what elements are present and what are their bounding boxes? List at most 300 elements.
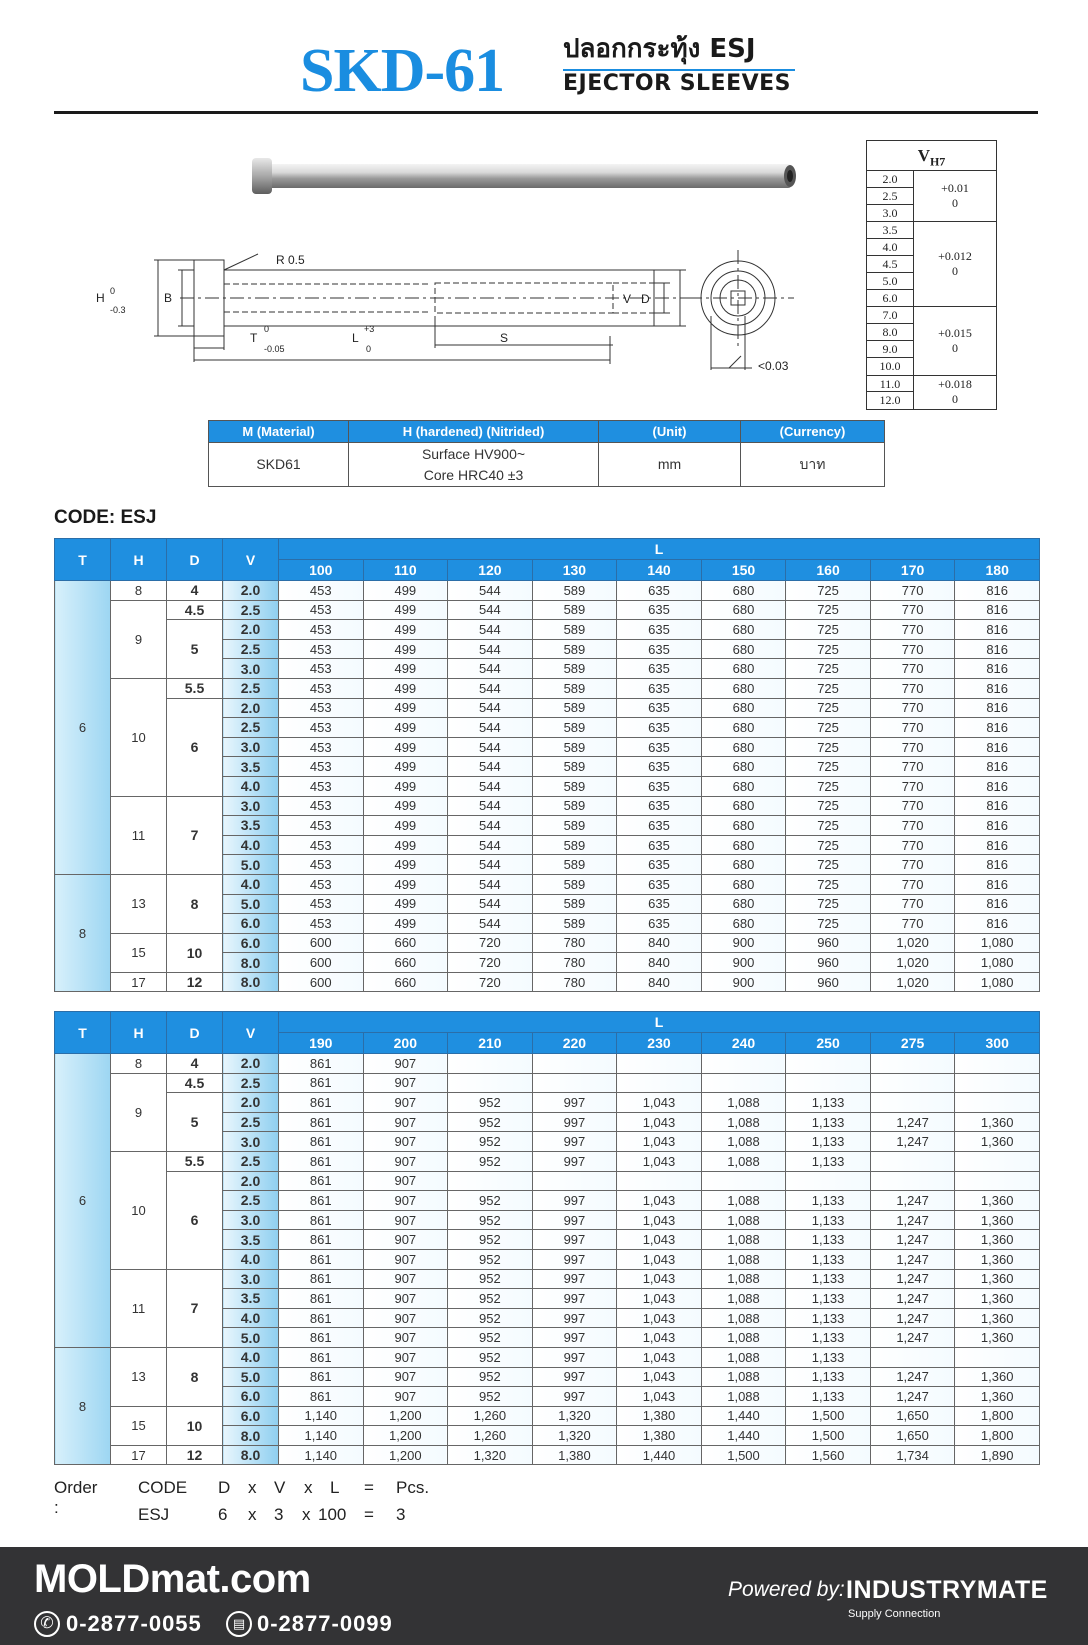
price-cell: 907 <box>363 1308 448 1328</box>
price-cell: 1,650 <box>870 1426 955 1446</box>
price-cell: 907 <box>363 1367 448 1387</box>
v-cell: 4.0 <box>223 1308 279 1328</box>
price-cell: 816 <box>955 796 1040 816</box>
vh7-value: 2.0 <box>867 171 913 188</box>
h-cell: 15 <box>111 1406 167 1445</box>
price-cell: 1,043 <box>617 1132 702 1152</box>
price-cell: 997 <box>532 1347 617 1367</box>
price-cell: 1,133 <box>786 1210 871 1230</box>
price-cell: 1,320 <box>532 1406 617 1426</box>
vh7-tolerance: +0.01 0 <box>941 181 969 211</box>
table-row <box>55 1073 1040 1093</box>
table-row <box>55 933 1040 953</box>
price-cell <box>870 1073 955 1093</box>
d-col-header: D <box>167 539 223 581</box>
table-row <box>55 620 1040 640</box>
price-cell: 861 <box>279 1289 364 1309</box>
ejector-sleeve-drawing <box>90 150 850 410</box>
price-cell: 907 <box>363 1269 448 1289</box>
d-col-header: D <box>167 1012 223 1054</box>
price-cell: 1,247 <box>870 1210 955 1230</box>
h-col-header: H <box>111 539 167 581</box>
price-cell: 680 <box>701 678 786 698</box>
vh7-value: 4.0 <box>867 239 913 256</box>
price-cell: 1,133 <box>786 1191 871 1211</box>
radius-label: R 0.5 <box>276 253 305 267</box>
price-cell: 770 <box>870 757 955 777</box>
price-cell <box>701 1073 786 1093</box>
d-cell: 5.5 <box>167 1151 223 1171</box>
price-cell: 770 <box>870 737 955 757</box>
vh7-value: 4.5 <box>867 256 913 273</box>
price-cell: 453 <box>279 835 364 855</box>
price-cell: 453 <box>279 600 364 620</box>
v-cell: 8.0 <box>223 1445 279 1465</box>
vh7-value: 12.0 <box>879 393 901 408</box>
price-cell: 725 <box>786 718 871 738</box>
price-cell: 635 <box>617 581 702 601</box>
l-col-header: L <box>279 539 1040 560</box>
price-cell: 770 <box>870 718 955 738</box>
price-cell: 1,133 <box>786 1328 871 1348</box>
price-cell: 680 <box>701 855 786 875</box>
price-cell: 861 <box>279 1132 364 1152</box>
price-cell: 997 <box>532 1308 617 1328</box>
table-row <box>55 1151 1040 1171</box>
price-cell <box>955 1073 1040 1093</box>
h-tol-top: 0 <box>110 286 116 296</box>
price-cell: 840 <box>617 953 702 973</box>
d-cell: 5 <box>167 1093 223 1152</box>
price-cell: 453 <box>279 581 364 601</box>
length-header: 240 <box>701 1033 786 1054</box>
price-cell: 952 <box>448 1191 533 1211</box>
table-row <box>55 1269 1040 1289</box>
price-cell: 1,200 <box>363 1406 448 1426</box>
price-cell <box>955 1347 1040 1367</box>
length-header: 120 <box>448 560 533 581</box>
price-cell: 900 <box>701 933 786 953</box>
price-cell: 680 <box>701 874 786 894</box>
price-cell: 1,440 <box>701 1426 786 1446</box>
price-cell: 499 <box>363 914 448 934</box>
product-title-english: EJECTOR SLEEVES <box>563 71 792 96</box>
vh7-group <box>867 171 996 222</box>
price-cell: 861 <box>279 1093 364 1113</box>
price-cell <box>701 1054 786 1074</box>
price-cell: 725 <box>786 874 871 894</box>
price-cell: 952 <box>448 1093 533 1113</box>
price-cell: 952 <box>448 1210 533 1230</box>
price-cell: 1,247 <box>870 1191 955 1211</box>
price-cell: 997 <box>532 1151 617 1171</box>
price-cell: 725 <box>786 776 871 796</box>
price-cell: 770 <box>870 914 955 934</box>
l-tol-bot: 0 <box>366 344 372 354</box>
length-header: 130 <box>532 560 617 581</box>
price-cell: 725 <box>786 816 871 836</box>
v-cell: 5.0 <box>223 1367 279 1387</box>
price-cell: 544 <box>448 757 533 777</box>
price-cell: 660 <box>363 953 448 973</box>
price-cell: 589 <box>532 581 617 601</box>
order-eq1: = <box>364 1478 374 1497</box>
price-cell: 1,043 <box>617 1112 702 1132</box>
b-dim-label: B <box>164 291 173 305</box>
price-cell: 1,133 <box>786 1347 871 1367</box>
price-cell: 1,360 <box>955 1210 1040 1230</box>
material-value: SKD61 <box>209 443 349 487</box>
v-cell: 2.0 <box>223 1054 279 1074</box>
price-cell: 907 <box>363 1132 448 1152</box>
order-x3: x <box>248 1505 257 1524</box>
table-row <box>55 678 1040 698</box>
price-cell: 907 <box>363 1073 448 1093</box>
price-cell: 900 <box>701 972 786 992</box>
price-cell: 1,133 <box>786 1112 871 1132</box>
price-cell: 770 <box>870 796 955 816</box>
length-header: 230 <box>617 1033 702 1054</box>
price-cell: 861 <box>279 1210 364 1230</box>
h-cell: 17 <box>111 1445 167 1465</box>
price-cell: 952 <box>448 1347 533 1367</box>
price-cell: 816 <box>955 639 1040 659</box>
price-cell: 1,088 <box>701 1347 786 1367</box>
price-cell <box>532 1171 617 1191</box>
price-cell: 1,020 <box>870 953 955 973</box>
d-cell: 4 <box>167 1054 223 1074</box>
v-cell: 8.0 <box>223 953 279 973</box>
price-cell: 997 <box>532 1328 617 1348</box>
price-cell: 680 <box>701 914 786 934</box>
price-cell: 861 <box>279 1269 364 1289</box>
vh7-value: 6.0 <box>882 290 898 305</box>
price-cell: 680 <box>701 776 786 796</box>
price-cell <box>955 1054 1040 1074</box>
price-cell: 1,088 <box>701 1151 786 1171</box>
h-cell: 13 <box>111 1347 167 1406</box>
price-cell: 816 <box>955 914 1040 934</box>
price-cell: 861 <box>279 1387 364 1407</box>
price-cell: 635 <box>617 659 702 679</box>
price-cell: 770 <box>870 659 955 679</box>
price-cell: 907 <box>363 1387 448 1407</box>
price-cell: 952 <box>448 1132 533 1152</box>
price-cell: 453 <box>279 698 364 718</box>
price-cell: 907 <box>363 1347 448 1367</box>
price-cell: 499 <box>363 796 448 816</box>
price-cell: 589 <box>532 639 617 659</box>
t-cell: 6 <box>55 581 111 875</box>
price-cell: 770 <box>870 776 955 796</box>
v-col-header: V <box>223 1012 279 1054</box>
d-cell: 6 <box>167 698 223 796</box>
h-dim-label: H <box>96 291 105 305</box>
price-cell: 907 <box>363 1191 448 1211</box>
price-cell: 680 <box>701 620 786 640</box>
price-cell: 680 <box>701 659 786 679</box>
v-cell: 2.5 <box>223 639 279 659</box>
price-cell: 1,043 <box>617 1249 702 1269</box>
t-cell: 6 <box>55 1054 111 1348</box>
order-l-header: L <box>330 1478 340 1497</box>
l-tol-top: +3 <box>364 324 375 334</box>
h-cell: 10 <box>111 678 167 796</box>
price-cell: 1,088 <box>701 1387 786 1407</box>
price-cell: 1,088 <box>701 1308 786 1328</box>
price-cell: 1,200 <box>363 1426 448 1446</box>
price-cell: 725 <box>786 835 871 855</box>
price-cell: 680 <box>701 757 786 777</box>
unit-col-header: (Unit) <box>599 421 741 443</box>
price-cell: 499 <box>363 757 448 777</box>
price-cell: 635 <box>617 639 702 659</box>
price-cell: 1,088 <box>701 1112 786 1132</box>
price-cell: 1,440 <box>701 1406 786 1426</box>
material-col-header: M (Material) <box>209 421 349 443</box>
price-cell: 997 <box>532 1210 617 1230</box>
t-tol-top: 0 <box>264 324 270 334</box>
price-cell: 1,360 <box>955 1132 1040 1152</box>
price-cell: 499 <box>363 600 448 620</box>
h-cell: 17 <box>111 972 167 992</box>
price-cell: 499 <box>363 894 448 914</box>
price-cell: 770 <box>870 600 955 620</box>
table-row <box>55 600 1040 620</box>
price-cell: 997 <box>532 1367 617 1387</box>
price-cell: 499 <box>363 659 448 679</box>
price-cell: 770 <box>870 620 955 640</box>
price-cell: 680 <box>701 894 786 914</box>
price-cell: 816 <box>955 600 1040 620</box>
price-cell <box>870 1054 955 1074</box>
concentricity-label: <0.03 <box>758 359 789 373</box>
price-cell: 544 <box>448 796 533 816</box>
price-cell: 453 <box>279 659 364 679</box>
price-cell: 1,088 <box>701 1230 786 1250</box>
price-cell: 635 <box>617 874 702 894</box>
t-cell: 8 <box>55 874 111 992</box>
price-cell: 952 <box>448 1269 533 1289</box>
price-cell: 1,133 <box>786 1151 871 1171</box>
price-cell: 660 <box>363 933 448 953</box>
vh7-tolerance: +0.018 0 <box>938 377 972 407</box>
price-cell: 453 <box>279 718 364 738</box>
price-cell: 770 <box>870 835 955 855</box>
h-cell: 9 <box>111 1073 167 1151</box>
price-cell: 635 <box>617 678 702 698</box>
price-cell: 499 <box>363 835 448 855</box>
price-cell: 816 <box>955 718 1040 738</box>
price-cell: 725 <box>786 639 871 659</box>
fax-icon: ▤ <box>226 1611 252 1637</box>
price-cell: 816 <box>955 659 1040 679</box>
d-cell: 7 <box>167 1269 223 1347</box>
brand-link[interactable]: MOLDmat.com <box>34 1557 311 1601</box>
price-cell: 907 <box>363 1328 448 1348</box>
vh7-body <box>867 171 996 409</box>
price-cell: 861 <box>279 1151 364 1171</box>
price-cell: 952 <box>448 1308 533 1328</box>
t-dim-label: T <box>250 331 258 345</box>
price-cell: 816 <box>955 698 1040 718</box>
price-cell: 1,133 <box>786 1132 871 1152</box>
price-cell: 952 <box>448 1328 533 1348</box>
length-header: 300 <box>955 1033 1040 1054</box>
price-cell: 816 <box>955 894 1040 914</box>
price-cell: 997 <box>532 1230 617 1250</box>
price-cell: 1,560 <box>786 1445 871 1465</box>
price-cell: 544 <box>448 678 533 698</box>
price-cell: 861 <box>279 1112 364 1132</box>
price-cell: 1,260 <box>448 1406 533 1426</box>
price-cell: 720 <box>448 933 533 953</box>
phone-number[interactable]: 0-2877-0055 <box>66 1611 202 1636</box>
price-cell: 453 <box>279 855 364 875</box>
price-cell: 453 <box>279 757 364 777</box>
price-cell: 453 <box>279 816 364 836</box>
price-cell: 1,800 <box>955 1426 1040 1446</box>
price-cell: 544 <box>448 835 533 855</box>
v-cell: 8.0 <box>223 972 279 992</box>
h-col-header: H <box>111 1012 167 1054</box>
t-cell: 8 <box>55 1347 111 1465</box>
price-cell: 907 <box>363 1289 448 1309</box>
price-cell <box>617 1054 702 1074</box>
price-cell: 861 <box>279 1347 364 1367</box>
v-cell: 3.5 <box>223 1230 279 1250</box>
price-cell: 952 <box>448 1387 533 1407</box>
hardness-col-header: H (hardened) (Nitrided) <box>349 421 599 443</box>
currency-value: บาท <box>741 443 885 487</box>
price-cell: 544 <box>448 816 533 836</box>
length-header: 170 <box>870 560 955 581</box>
price-cell: 907 <box>363 1093 448 1113</box>
price-cell: 861 <box>279 1328 364 1348</box>
price-cell: 1,320 <box>532 1426 617 1446</box>
price-cell: 1,088 <box>701 1328 786 1348</box>
price-cell: 1,360 <box>955 1249 1040 1269</box>
order-x1: x <box>248 1478 257 1497</box>
price-cell: 840 <box>617 933 702 953</box>
price-cell: 1,247 <box>870 1230 955 1250</box>
price-cell: 816 <box>955 581 1040 601</box>
price-cell: 1,247 <box>870 1249 955 1269</box>
fax-number: 0-2877-0099 <box>257 1611 393 1636</box>
table-row <box>55 1347 1040 1367</box>
price-cell: 780 <box>532 972 617 992</box>
v-cell: 3.5 <box>223 757 279 777</box>
price-cell: 1,133 <box>786 1289 871 1309</box>
price-cell <box>448 1073 533 1093</box>
price-cell: 544 <box>448 855 533 875</box>
table-row <box>55 1093 1040 1113</box>
price-cell: 453 <box>279 678 364 698</box>
length-header: 180 <box>955 560 1040 581</box>
price-cell: 952 <box>448 1249 533 1269</box>
price-cell: 1,020 <box>870 933 955 953</box>
price-cell: 861 <box>279 1171 364 1191</box>
price-cell: 1,247 <box>870 1269 955 1289</box>
length-header: 190 <box>279 1033 364 1054</box>
price-cell: 589 <box>532 620 617 640</box>
price-cell: 1,043 <box>617 1230 702 1250</box>
v-cell: 4.0 <box>223 776 279 796</box>
price-cell: 770 <box>870 698 955 718</box>
price-cell: 544 <box>448 894 533 914</box>
price-cell: 1,080 <box>955 972 1040 992</box>
price-cell: 1,247 <box>870 1289 955 1309</box>
price-cell: 1,140 <box>279 1406 364 1426</box>
table-row <box>55 1445 1040 1465</box>
price-cell: 1,734 <box>870 1445 955 1465</box>
price-cell: 600 <box>279 953 364 973</box>
price-cell <box>448 1054 533 1074</box>
price-cell: 544 <box>448 874 533 894</box>
price-cell: 453 <box>279 737 364 757</box>
price-cell: 1,440 <box>617 1445 702 1465</box>
price-cell: 997 <box>532 1289 617 1309</box>
price-cell: 907 <box>363 1249 448 1269</box>
length-header: 275 <box>870 1033 955 1054</box>
price-cell: 499 <box>363 874 448 894</box>
price-cell: 725 <box>786 581 871 601</box>
price-cell: 1,020 <box>870 972 955 992</box>
price-cell: 589 <box>532 894 617 914</box>
price-cell: 635 <box>617 620 702 640</box>
v-cell: 2.5 <box>223 1073 279 1093</box>
price-cell: 1,500 <box>786 1426 871 1446</box>
price-cell: 1,360 <box>955 1269 1040 1289</box>
v-cell: 2.5 <box>223 1112 279 1132</box>
price-cell: 1,320 <box>448 1445 533 1465</box>
price-cell: 544 <box>448 914 533 934</box>
table-row <box>55 581 1040 601</box>
price-cell: 952 <box>448 1367 533 1387</box>
price-cell: 453 <box>279 620 364 640</box>
price-cell: 589 <box>532 737 617 757</box>
table-row <box>55 796 1040 816</box>
length-header: 110 <box>363 560 448 581</box>
price-cell: 1,500 <box>701 1445 786 1465</box>
v-col-header: V <box>223 539 279 581</box>
price-cell: 1,247 <box>870 1387 955 1407</box>
price-cell: 453 <box>279 914 364 934</box>
price-cell: 1,043 <box>617 1387 702 1407</box>
price-cell: 816 <box>955 757 1040 777</box>
price-cell: 600 <box>279 933 364 953</box>
price-cell: 1,043 <box>617 1093 702 1113</box>
price-cell <box>870 1171 955 1191</box>
price-cell: 1,080 <box>955 953 1040 973</box>
price-cell: 960 <box>786 972 871 992</box>
table-row <box>55 1054 1040 1074</box>
price-cell: 861 <box>279 1230 364 1250</box>
price-cell: 997 <box>532 1191 617 1211</box>
vh7-value: 2.5 <box>867 188 913 205</box>
v-cell: 5.0 <box>223 894 279 914</box>
v-cell: 3.0 <box>223 1269 279 1289</box>
v-cell: 3.5 <box>223 1289 279 1309</box>
price-cell: 907 <box>363 1230 448 1250</box>
price-cell: 1,140 <box>279 1426 364 1446</box>
price-cell: 997 <box>532 1112 617 1132</box>
d-cell: 10 <box>167 1406 223 1445</box>
d-cell: 5.5 <box>167 678 223 698</box>
h-cell: 8 <box>111 1054 167 1074</box>
h-cell: 9 <box>111 600 167 678</box>
price-cell: 1,043 <box>617 1151 702 1171</box>
